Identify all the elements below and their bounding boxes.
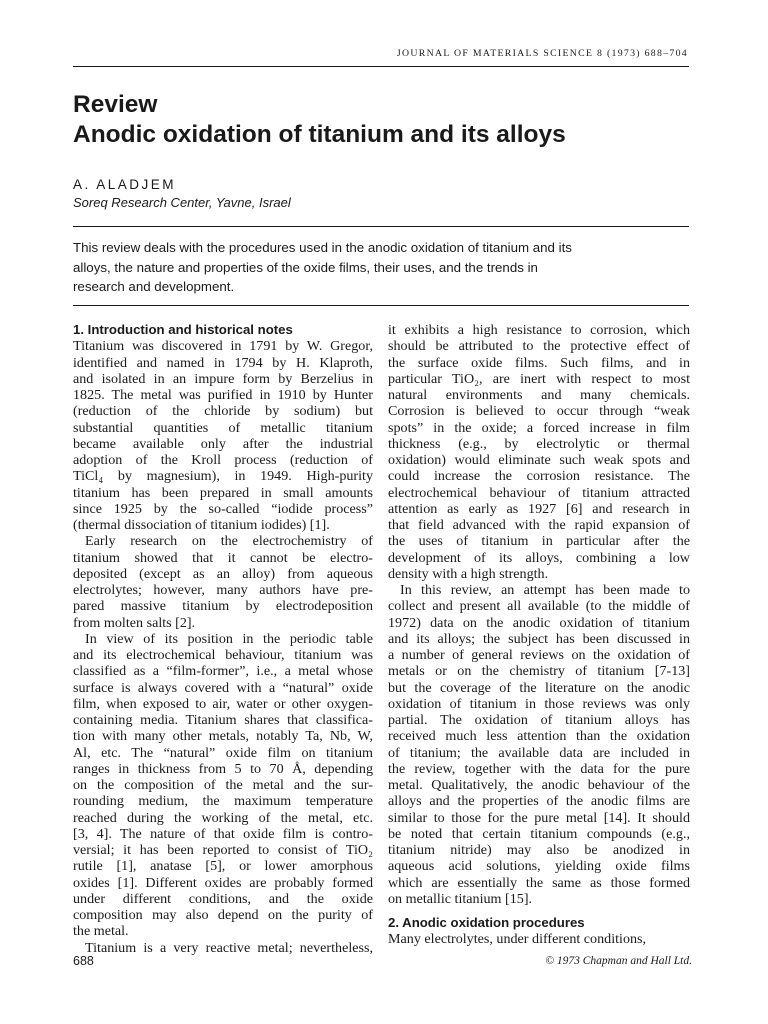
body-text-line: thickness (e.g., by electrolytic or thermal [388,435,690,452]
copyright-notice: © 1973 Chapman and Hall Ltd. [545,955,692,967]
body-text-line: In view of its position in the periodic table [85,630,373,647]
body-text-line: adoption of the Kroll process (reduction of [73,452,373,468]
page-number: 688 [73,954,94,968]
abstract-bottom-rule [73,305,689,306]
body-text-line: a number of general reviews on the oxidation of [388,647,690,663]
body-text-line: the surface oxide films. Such films, and in [388,354,690,371]
author-affiliation: Soreq Research Center, Yavne, Israel [73,195,291,210]
body-text-line: Early research on the electrochemistry of [85,533,373,550]
author-name: A. ALADJEM [73,177,177,192]
body-text-line: particular TiO₂, are inert with respect to most [388,370,690,387]
title-line-review: Review [73,91,158,118]
body-text-line: collect and present all available (to the middle of [388,598,690,615]
body-text-line: since 1925 by the so-called “iodide process” [73,500,373,517]
body-text-line: titanium nitride) may also be anodized in [388,842,690,858]
body-text-line: partial. The oxidation of titanium alloys has [388,712,690,728]
body-text-line: density with a high strength. [388,565,549,582]
body-text-line: metal. Qualitatively, the anodic behaviour of the [388,777,690,793]
body-text-line: on metallic titanium [15]. [388,890,533,907]
body-text-line: reached during the working of the metal, etc. [73,809,373,826]
body-text-line: composition may also depend on the purity of [73,907,373,923]
body-text-line: Corrosion is believed to occur through “weak [388,403,690,420]
body-text-line: rounding medium, the maximum temperature [73,793,373,810]
body-text-line: could increase the corrosion resistance. The [388,468,690,485]
body-text-line: versial; it has been reported to consist of TiO₂ [73,842,373,858]
body-text-line: alloys and the properties of the anodic films are [388,793,690,810]
body-text-line: under different conditions, and the oxide [73,890,373,907]
body-text-line: film, when exposed to air, water or other oxygen- [73,695,373,712]
body-text-line: and its electrochemical behaviour, titanium was [73,647,373,663]
body-text-line: metals or on the chemistry of titanium [7-13] [388,663,690,680]
title-line-main: Anodic oxidation of titanium and its alloys [73,121,566,148]
body-text-line: Al, etc. The “natural” oxide film on titanium [73,744,373,761]
section-heading: 1. Introduction and historical notes [73,322,293,337]
body-text-line: pared massive titanium by electrodeposition [73,598,373,615]
body-text-line: it exhibits a high resistance to corrosion, which [388,322,690,338]
body-text-line: aqueous acid solutions, yielding oxide films [388,858,690,875]
body-text-line: development of its alloys, combining a low [388,549,690,566]
body-text-line: electrochemical behaviour of titanium attracted [388,484,690,501]
body-text-line: rutile [1], anatase [5], or lower amorphous [73,858,373,875]
body-text-line: the review, together with the data for the pure [388,760,690,777]
body-text-line: received much less attention than the oxidation [388,728,690,745]
body-text-line: oxidation) would eliminate such weak spots and [388,452,690,468]
body-column-left [73,322,373,956]
header-rule [73,66,689,67]
body-column-right [388,322,690,948]
body-text-line: containing media. Titanium shares that classifica- [73,712,373,728]
body-text-line: spots” in the oxide; a forced increase in film [388,419,690,436]
abstract-line: research and development. [73,279,235,294]
body-text-line: In this review, an attempt has been made to [400,582,690,598]
body-text-line: of titanium; the available data are included in [388,744,690,761]
body-text-line: and isolated in an impure form by Berzelius in [73,370,373,387]
body-text-line: (thermal dissociation of titanium iodides) [1]. [73,517,330,533]
body-text-line: but the coverage of the literature on the anodic [388,679,690,696]
section-heading: 2. Anodic oxidation procedures [388,915,585,930]
body-text-line: titanium has been prepared in small amounts [73,484,373,501]
body-text-line: deposited (except as an alloy) from aqueous [73,565,373,582]
body-text-line: which are essentially the same as those formed [388,874,690,891]
body-text-line: should be attributed to the protective effect of [388,338,690,355]
body-text-line: that field advanced with the rapid expansion of [388,517,690,533]
body-text-line: 1972) data on the anodic oxidation of titanium [388,614,690,631]
body-text-line: classified as a “film-former”, i.e., a metal whose [73,663,373,680]
body-text-line: the uses of titanium in particular after the [388,533,690,550]
body-text-line: Titanium was discovered in 1791 by W. Gregor, [73,338,373,355]
article-title [73,90,693,150]
running-head: JOURNAL OF MATERIALS SCIENCE 8 (1973) 688–704 [396,48,688,59]
body-text-line: surface is always covered with a “natural” oxide [73,679,373,696]
section-spacer [388,907,690,915]
body-text-line: and its alloys; the subject has been discussed in [388,630,690,647]
body-text-line: TiCl₄ by magnesium), in 1949. High-purity [73,468,373,485]
abstract-top-rule [73,226,689,227]
body-text-line: similar to those for the pure metal [14]. It should [388,809,690,826]
body-text-line: 1825. The metal was purified in 1910 by Hunter [73,387,373,403]
body-text-line: titanium showed that it cannot be electro- [73,549,373,566]
abstract-line: This review deals with the procedures used in the anodic oxidation of titanium and its [73,240,572,255]
body-text-line: Titanium is a very reactive metal; nevertheless, [85,939,373,956]
body-text-line: became available only after the industrial [73,435,373,452]
body-text-line: natural environments and many chemicals. [388,387,690,403]
body-text-line: tion with many other metals, notably Ta, Nb, W, [73,728,373,745]
body-text-line: oxides [1]. Different oxides are probably formed [73,874,373,891]
body-text-line: oxidation of titanium in those reviews was only [388,695,690,712]
body-text-line: identified and named in 1794 by H. Klaproth, [73,354,373,371]
body-text-line: the metal. [73,923,129,940]
body-text-line: ranges in thickness from 5 to 70 Å, depending [73,760,373,777]
body-text-line: attention as early as 1927 [6] and research in [388,500,690,517]
body-text-line: [3, 4]. The nature of that oxide film is contro- [73,825,373,842]
body-text-line: (reduction of the chloride by sodium) but [73,403,373,420]
body-text-line: be noted that certain titanium compounds (e.g., [388,825,690,842]
body-text-line: substantial quantities of metallic titanium [73,419,373,436]
body-text-line: on the composition of the metal and the sur- [73,777,373,793]
abstract-line: alloys, the nature and properties of the oxide films, their uses, and the trends in [73,259,538,275]
body-text-line: from molten salts [2]. [73,614,196,631]
abstract [73,238,689,297]
body-text-line: electrolytes; however, many authors have pre- [73,582,373,598]
body-text-line: Many electrolytes, under different conditions, [388,931,647,948]
